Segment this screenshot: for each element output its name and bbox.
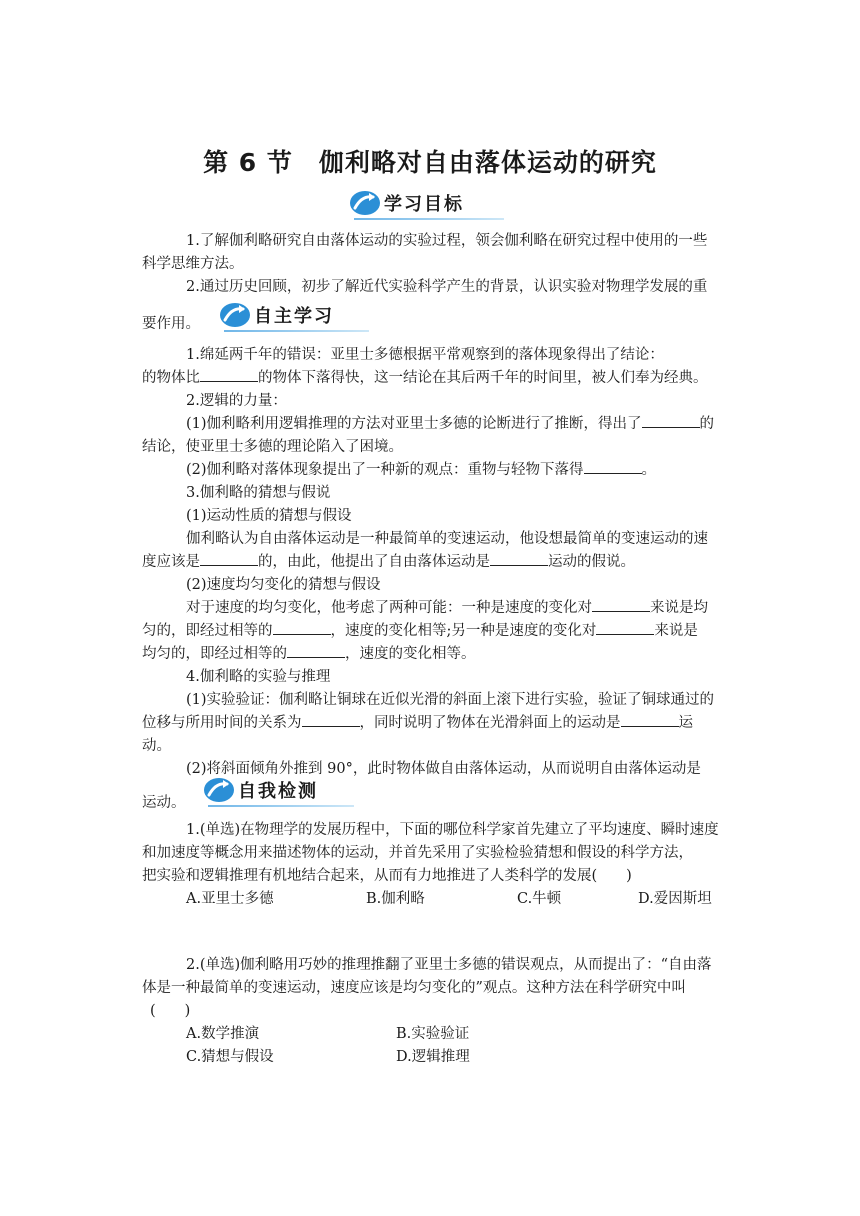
study-line: (2)伽利略对落体现象提出了一种新的观点：重物与轻物下落得 。 [186, 459, 656, 481]
section-underline [224, 330, 369, 332]
fill-blank[interactable] [592, 597, 650, 612]
fill-blank[interactable] [642, 413, 700, 428]
option-d[interactable]: D.爱因斯坦 [638, 891, 712, 907]
study-line: 伽利略认为自由落体运动是一种最简单的变速运动，他设想最简单的变速运动的速 [186, 531, 708, 547]
fill-blank[interactable] [200, 367, 258, 382]
goal-line: 2.通过历史回顾，初步了解近代实验科学产生的背景，认识实验对物理学发展的重 [186, 279, 708, 295]
study-line: 结论，使亚里士多德的理论陷入了困境。 [142, 439, 403, 455]
study-line: 匀的，即经过相等的 ，速度的变化相等;另一种是速度的变化对 来说是 [142, 620, 698, 642]
fill-blank[interactable] [200, 551, 258, 566]
question-line: ( ) [150, 1003, 191, 1019]
study-line: (1)运动性质的猜想与假设 [186, 508, 352, 524]
question-line: 把实验和逻辑推理有机地结合起来，从而有力地推进了人类科学的发展( ) [142, 868, 632, 884]
study-line: 运动。 [142, 795, 186, 811]
option-a[interactable]: A.数学推演 [186, 1026, 260, 1042]
arrow-swoosh-icon [348, 189, 382, 217]
study-line: 的物体比 的物体下落得快，这一结论在其后两千年的时间里，被人们奉为经典。 [142, 367, 708, 389]
section-header-self-test [202, 775, 354, 805]
page-title: 第 6 节 伽利略对自由落体运动的研究 [203, 148, 657, 177]
goal-line: 科学思维方法。 [142, 256, 244, 272]
fill-blank[interactable] [287, 643, 345, 658]
section-title: 自主学习 [254, 306, 334, 327]
fill-blank[interactable] [273, 620, 331, 635]
option-a[interactable]: A.亚里士多德 [186, 891, 274, 907]
option-c[interactable]: C.猜想与假设 [186, 1049, 274, 1065]
study-line: (2)速度均匀变化的猜想与假设 [186, 577, 381, 593]
option-b[interactable]: B.伽利略 [366, 891, 425, 907]
study-line: (1)实验验证：伽利略让铜球在近似光滑的斜面上滚下进行实验，验证了铜球通过的 [186, 692, 715, 708]
section-underline [354, 218, 504, 220]
question-line: 2.(单选)伽利略用巧妙的推理推翻了亚里士多德的错误观点，从而提出了：“自由落 [186, 957, 712, 973]
arrow-swoosh-icon [218, 301, 252, 329]
study-line: 均匀的，即经过相等的 ，速度的变化相等。 [142, 643, 476, 665]
study-line: 位移与所用时间的关系为 ，同时说明了物体在光滑斜面上的运动是 运 [142, 712, 693, 734]
question-line: 体是一种最简单的变速运动，速度应该是均匀变化的”观点。这种方法在科学研究中叫 [142, 980, 686, 996]
fill-blank[interactable] [584, 459, 642, 474]
study-line: 3.伽利略的猜想与假说 [186, 485, 331, 501]
study-line: (2)将斜面倾角外推到 90°，此时物体做自由落体运动，从而说明自由落体运动是 [186, 761, 701, 777]
goal-line: 1.了解伽利略研究自由落体运动的实验过程，领会伽利略在研究过程中使用的一些 [186, 233, 708, 249]
question-line: 和加速度等概念用来描述物体的运动，并首先采用了实验检验猜想和假设的科学方法， [142, 845, 693, 861]
option-d[interactable]: D.逻辑推理 [396, 1049, 470, 1065]
study-line: 度应该是 的，由此，他提出了自由落体运动是 运动的假说。 [142, 551, 635, 573]
fill-blank[interactable] [490, 551, 548, 566]
study-line: 4.伽利略的实验与推理 [186, 669, 331, 685]
option-c[interactable]: C.牛顿 [517, 891, 562, 907]
question-line: 1.(单选)在物理学的发展历程中，下面的哪位科学家首先建立了平均速度、瞬时速度 [186, 822, 719, 838]
goal-line: 要作用。 [142, 316, 200, 332]
study-line: 动。 [142, 738, 171, 754]
section-header-goals [348, 188, 508, 218]
fill-blank[interactable] [596, 620, 654, 635]
section-title: 自我检测 [238, 781, 318, 802]
fill-blank[interactable] [621, 712, 679, 727]
study-line: 对于速度的均匀变化，他考虑了两种可能：一种是速度的变化对 来说是均 [186, 597, 708, 619]
section-underline [208, 805, 354, 807]
study-line: 1.绵延两千年的错误：亚里士多德根据平常观察到的落体现象得出了结论： [186, 347, 664, 363]
section-header-self-study [218, 300, 368, 330]
option-b[interactable]: B.实验验证 [396, 1026, 470, 1042]
arrow-swoosh-icon [202, 776, 236, 804]
study-line: 2.逻辑的力量： [186, 393, 287, 409]
section-title: 学习目标 [384, 194, 464, 215]
study-line: (1)伽利略利用逻辑推理的方法对亚里士多德的论断进行了推断，得出了 的 [186, 413, 714, 435]
fill-blank[interactable] [302, 712, 360, 727]
